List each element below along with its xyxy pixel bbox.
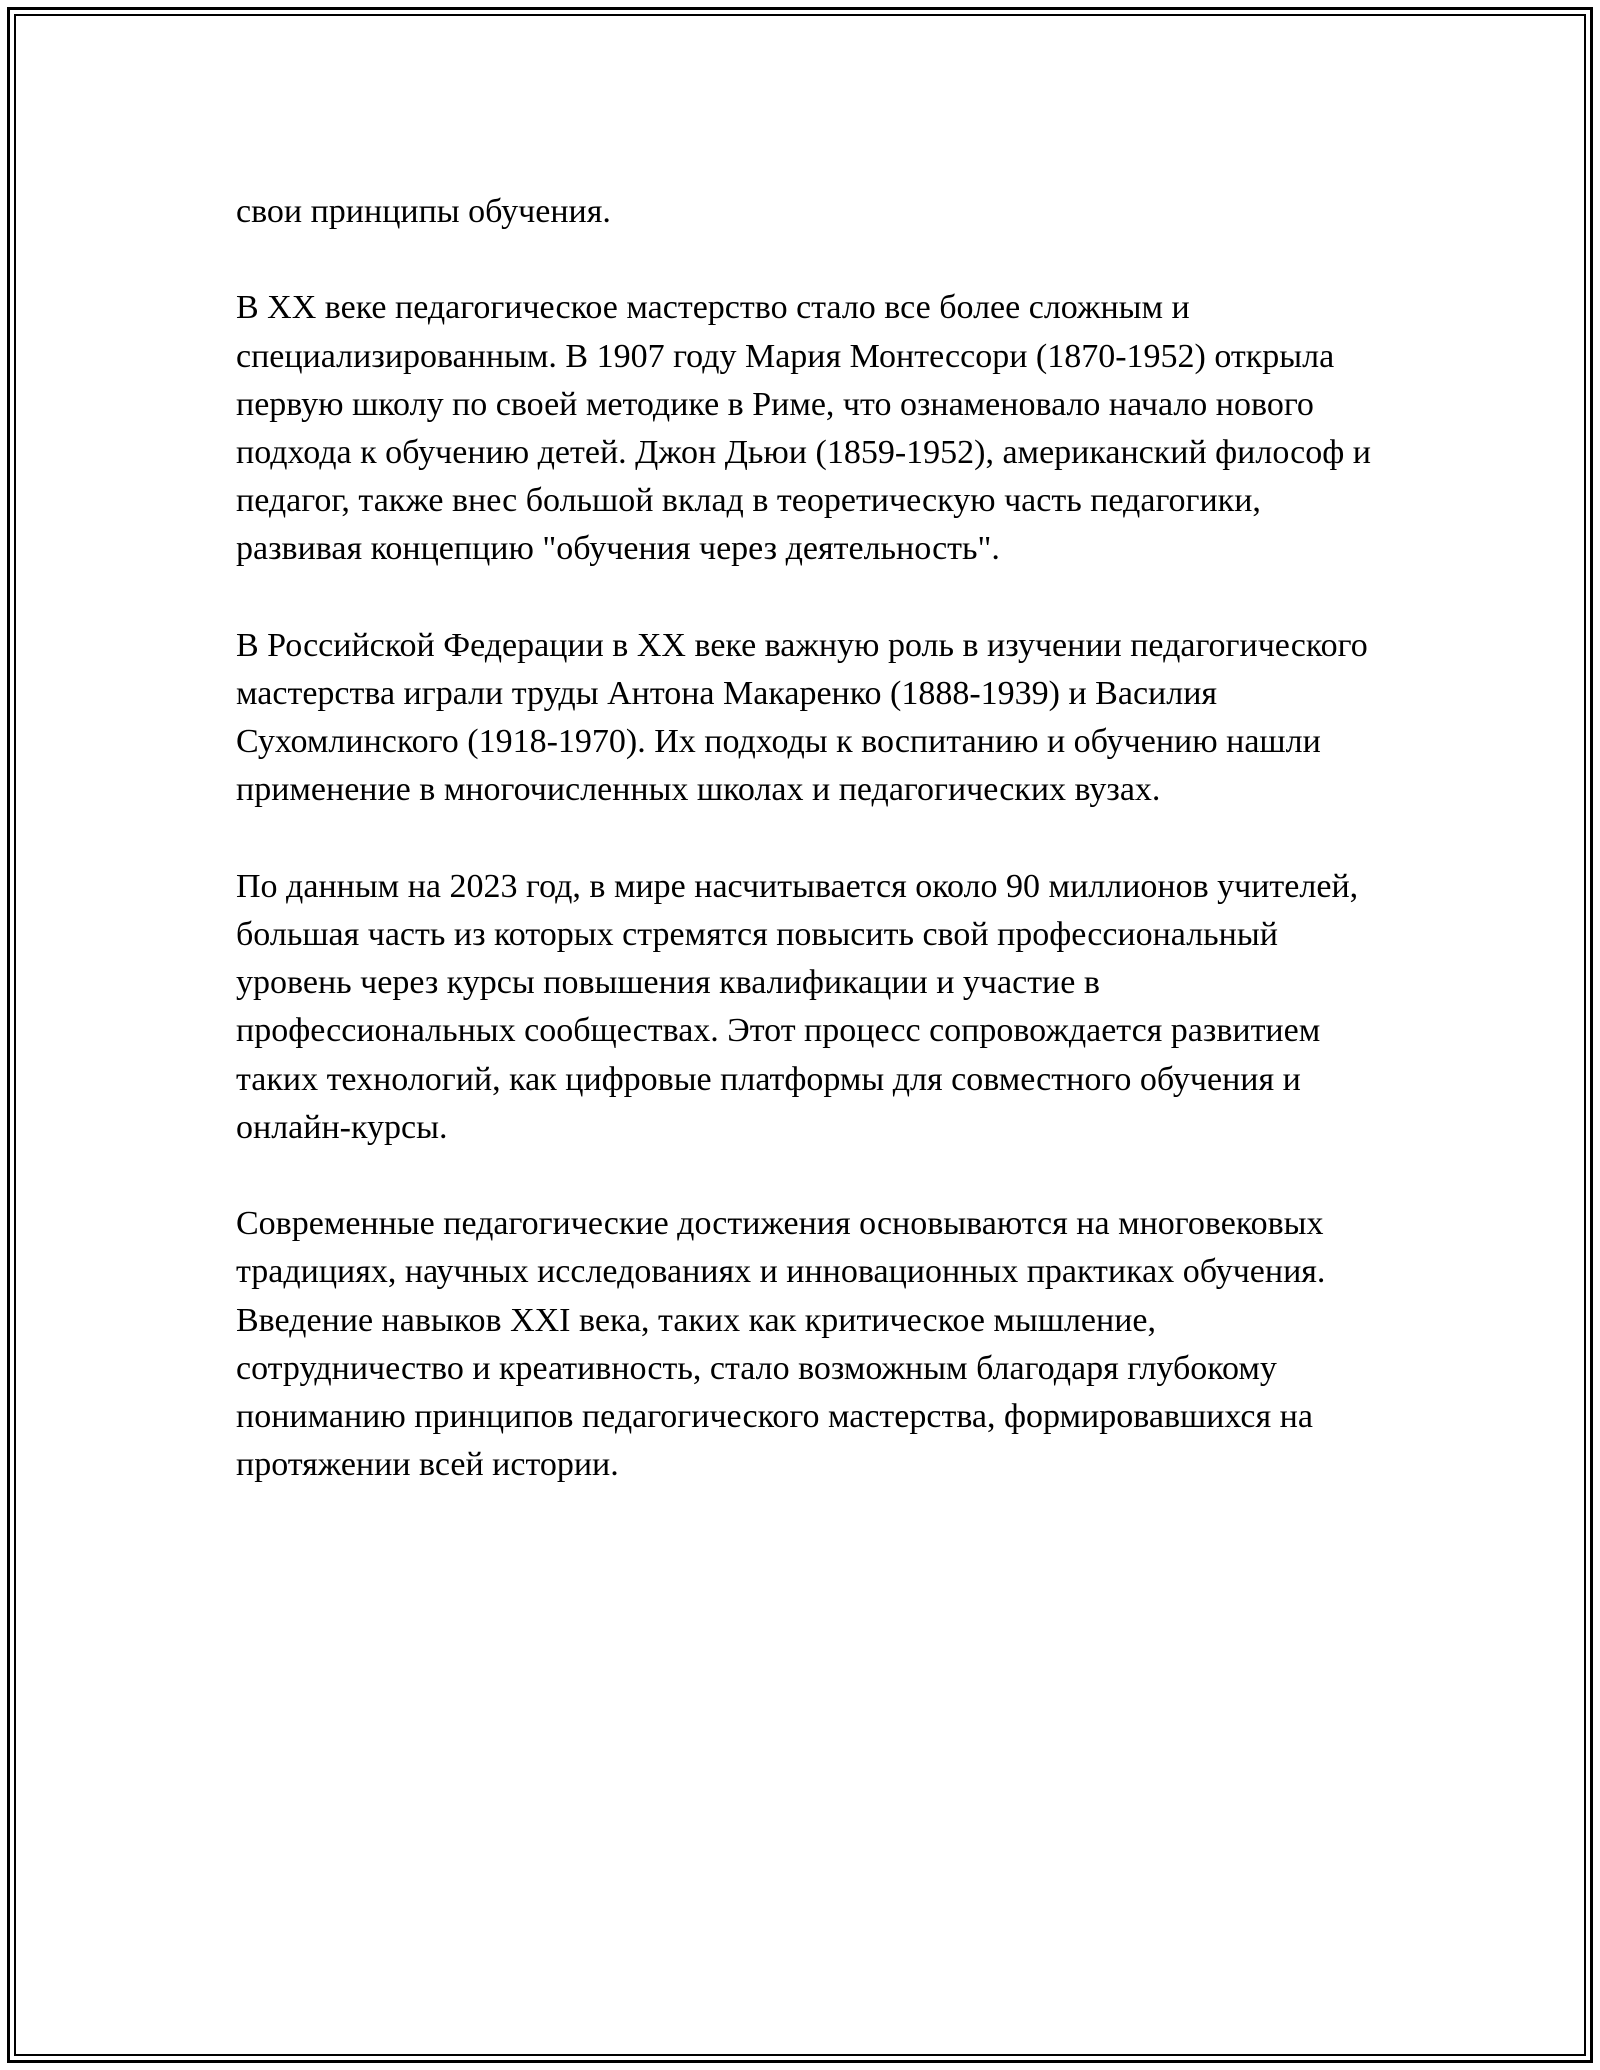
paragraph-2: В XX веке педагогическое мастерство стало все более сложным и специализированным. В 1907 году Мария Монтессори (1870-1952) открыла первую школу по своей методике в Риме, что ознаменовало начало нового подхода к обучению детей. Джон Дьюи (1859-1952), американский философ и педагог, также внес большой вклад в теоретическую часть педагогики, развивая концепцию "обучения через деятельность". (236, 289, 1371, 568)
paragraph-5: Современные педагогические достижения основываются на многовековых традициях, научных исследованиях и инновационных практиках обучения. Введение навыков XXI века, таких как критическое мышление, сотрудничество и креативность, стало возможным благодаря глубокому пониманию принципов педагогического мастерства, формировавшихся на протяжении всей истории. (236, 1205, 1326, 1484)
document-body (236, 188, 1376, 1538)
paragraph-3: В Российской Федерации в XX веке важную роль в изучении педагогического мастерства играли труды Антона Макаренко (1888-1939) и Василия Сухомлинского (1918-1970). Их подходы к воспитанию и обучению нашли применение в многочисленных школах и педагогических вузах. (236, 626, 1368, 809)
paragraph-4: По данным на 2023 год, в мире насчитывается около 90 миллионов учителей, большая часть из которых стремятся повысить свой профессиональный уровень через курсы повышения квалификации и участие в профессиональных сообществах. Этот процесс сопровождается развитием таких технологий, как цифровые платформы для совместного обучения и онлайн-курсы. (236, 867, 1359, 1146)
paragraph-1: свои принципы обучения. (236, 193, 611, 230)
